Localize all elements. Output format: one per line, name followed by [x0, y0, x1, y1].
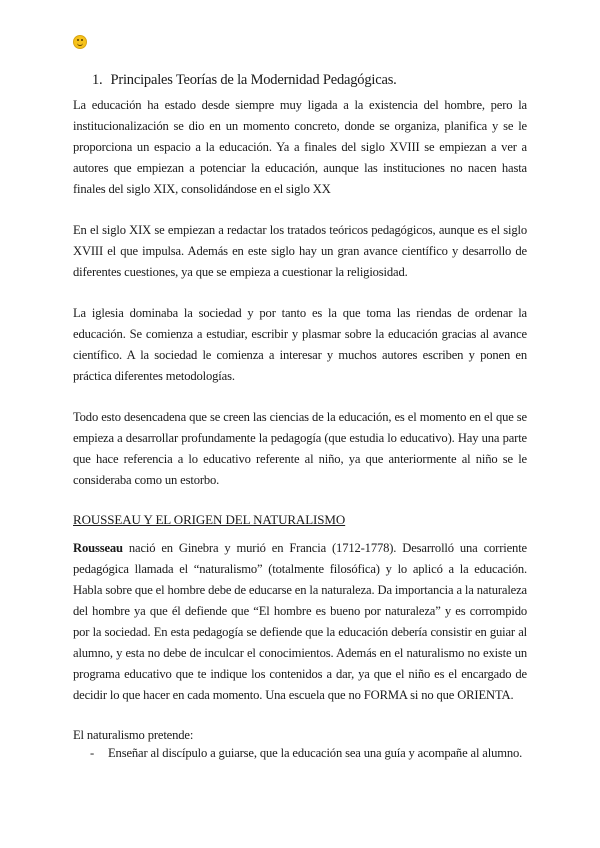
paragraph-4: Todo esto desencadena que se creen las ciencias de la educación, es el momento en el que se empieza a desarrollar profundamente la pedagogía (que estudia lo educativo). Hay una parte que hace referencia a lo educativo referente al niño, ya que anteriormente al niño se le consideraba como un estorbo. [73, 410, 527, 487]
section-heading [92, 72, 397, 89]
paragraph-2: En el siglo XIX se empiezan a redactar los tratados teóricos pedagógicos, aunque es el siglo XVIII el que impulsa. Además en este siglo hay un gran avance científico y desarrollo de diferentes cuestiones, ya que se empieza a cuestionar la religiosidad. [73, 223, 527, 279]
heading-number: 1. [92, 72, 103, 88]
rousseau-section-title: ROUSSEAU Y EL ORIGEN DEL NATURALISMO [73, 512, 346, 527]
paragraph-1: La educación ha estado desde siempre muy ligada a la existencia del hombre, pero la institucionalización se dio en un momento concreto, donde se organiza, planifica y se le proporciona un espacio a la educación. Ya a finales del siglo XVIII se empiezan a ver a autores que empiezan a potenciar la educación, aunque las instituciones no nacen hasta finales del siglo XIX, consolidándose en el siglo XX [73, 98, 527, 196]
paragraph-3: La iglesia dominaba la sociedad y por tanto es la que toma las riendas de ordenar la educación. Se comienza a estudiar, escribir y plasmar sobre la educación gracias al avance científico. A la sociedad le comienza a interesar y muchos autores escriben y ponen en práctica diferentes metodologías. [73, 306, 527, 383]
rousseau-text: nació en Ginebra y murió en Francia (1712-1778). Desarrolló una corriente pedagógica llamada el “naturalismo” (totalmente filosófica) y lo aplicó a la educación. Habla sobre que el hombre debe de educarse en la naturaleza. Da importancia a la naturaleza del hombre ya que él defiende que “El hombre es bueno por naturaleza” y es corrompido por la sociedad. En esta pedagogía se defiende que la educación debería consistir en guiar al alumno, y esta no debe de inculcar el conocimientos. Además en el naturalismo no existe un programa educativo que te indique los contenidos a dar, ya que el niño es el encargado de decidir lo que hacer en cada momento. Una escuela que no FORMA si no que ORIENTA. [73, 541, 527, 702]
list-dash: - [90, 746, 95, 760]
rousseau-name: Rousseau [73, 541, 123, 555]
list-item-text: Enseñar al discípulo a guiarse, que la educación sea una guía y acompañe al alumno. [108, 746, 523, 760]
naturalism-intro: El naturalismo pretende: [73, 728, 194, 742]
heading-title: Principales Teorías de la Modernidad Pedagógicas. [110, 72, 397, 88]
rousseau-paragraph [73, 538, 527, 706]
list-item [90, 746, 522, 761]
smiley-face-icon [73, 35, 87, 49]
